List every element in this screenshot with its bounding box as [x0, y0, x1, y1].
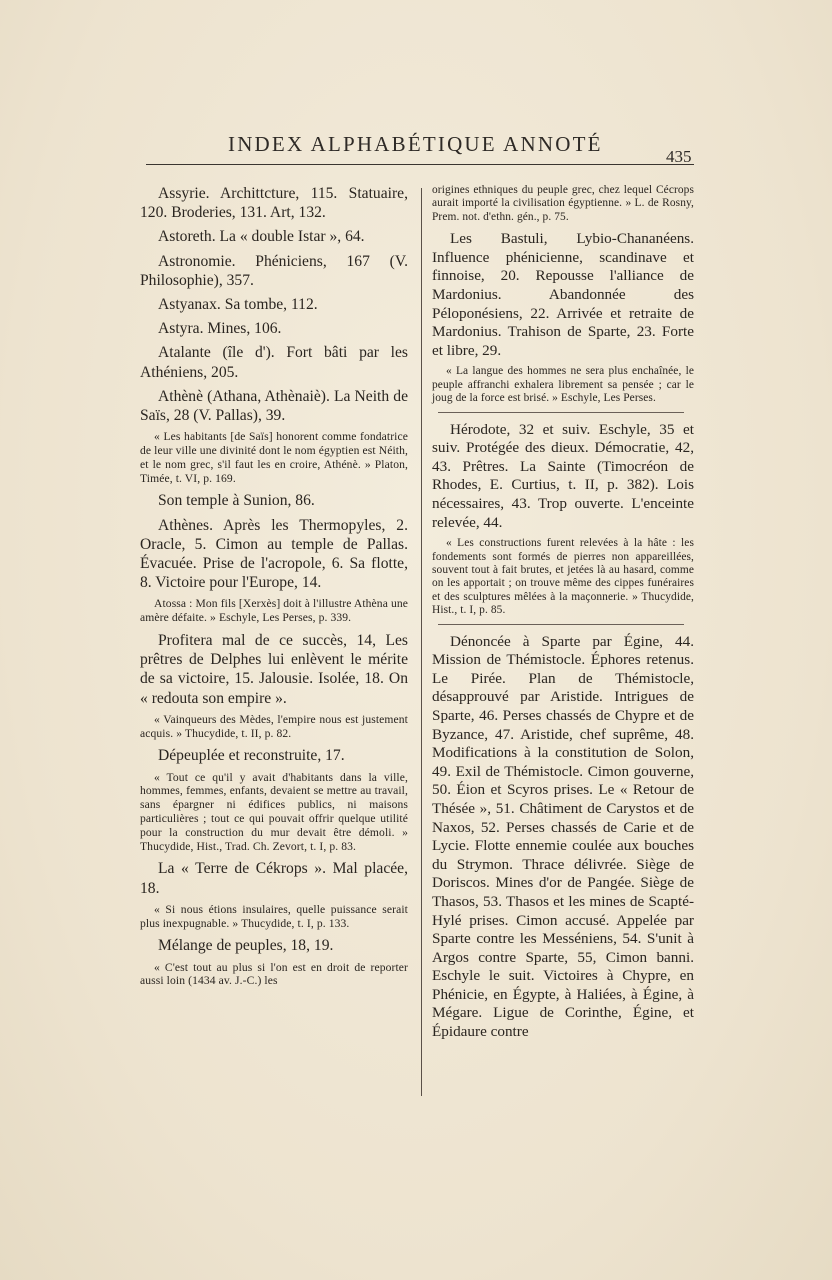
- index-entry-assyrie: Assyrie. Archittcture, 115. Statuaire, 120. Broderies, 131. Art, 132.: [140, 185, 408, 222]
- header-rule: [146, 164, 694, 165]
- quote-rosny-end: origines ethniques du peuple grec, chez lequel Cécrops aurait importé la civilisation égyptienne. » L. de Rosny, Prem. not. d'ethn. gén., p. 75.: [432, 184, 694, 223]
- index-entry-astoreth: Astoreth. La « double Istar », 64.: [158, 228, 365, 246]
- index-subentry-profitera: Profitera mal de ce succès, 14, Les prêtres de Delphes lui enlèvent le mérite de sa victoire, 15. Jalousie. Isolée, 18. On « redouta son empire ».: [140, 632, 408, 707]
- index-subentry-sunion: Son temple à Sunion, 86.: [158, 492, 315, 510]
- index-subentry-melange: Mélange de peuples, 18, 19.: [158, 937, 334, 955]
- index-entry-astyra: Astyra. Mines, 106.: [158, 320, 282, 338]
- index-subentry-depeuplee: Dépeuplée et reconstruite, 17.: [158, 747, 345, 765]
- index-entry-atalante: Atalante (île d'). Fort bâti par les Athéniens, 205.: [140, 344, 408, 381]
- quote-rule: [438, 624, 684, 625]
- running-head: INDEX ALPHABÉTIQUE ANNOTÉ: [228, 132, 603, 156]
- quote-thucydide-insulaires: « Si nous étions insulaires, quelle puissance serait plus inexpugnable. » Thucydide, t. I, p. 133.: [140, 902, 408, 930]
- right-column: [432, 184, 694, 1047]
- page-number: 435: [666, 147, 692, 166]
- index-subentry-denoncee: Dénoncée à Sparte par Égine, 44. Mission de Thémistocle. Éphores retenus. Le Pirée. Plan de Thémistocle, désapprouvé par Aristide. Intrigues de Sparte, 46. Perses chassés de Chypre et de Byzance, 47. Aristide, chef suprême, 48. Modifications à la constitution de Solon, 49. Exil de Thémistocle. Cimon gouverne, 50. Éion et Scyros prises. Le « Retour de Thésée », 51. Châtiment de Carystos et de Naxos, 52. Perses chassés de Carie et de Lycie. Flotte ennemie coulée aux bouches du Strymon. Thrace délivrée. Siège de Doriscos. Mines d'or de Pangée. Siège de Thasos, 53. Thasos et les mines de Scapté-Hylé prises. Cimon accusé. Appelée par Sparte contre les Messéniens, 54. S'unit à Argos contre Sparte, 55, Cimon banni. Eschyle le suit. Victoires à Chypre, en Phénicie, en Égypte, à Haliées, à Égine, à Mégare. Ligue de Corinthe, Égine, et Épidaure contre: [432, 632, 694, 1041]
- quote-thucydide-mur: « Tout ce qu'il y avait d'habitants dans la ville, hommes, femmes, enfants, devaient se mettre au travail, sans épargner ni édifices publics, ni maisons particulières ; tout ce qui pouvait offrir quelque utilité pour la construction du mur devait être démoli. » Thucydide, Hist., Trad. Ch. Zevort, t. I, p. 83.: [140, 770, 408, 853]
- quote-eschyle-atossa: Atossa : Mon fils [Xerxès] doit à l'illustre Athèna une amère défaite. » Eschyle, Les Perses, p. 339.: [140, 597, 408, 625]
- index-entry-athenes: Athènes. Après les Thermopyles, 2. Oracle, 5. Cimon au temple de Pallas. Évacuée. Prise de l'acropole, 6. Sa flotte, 8. Victoire pour l'Europe, 14.: [140, 516, 408, 592]
- quote-rule: [438, 412, 684, 413]
- index-entry-astronomie: Astronomie. Phéniciens, 167 (V. Philosophie), 357.: [140, 252, 408, 289]
- index-subentry-herodote: Hérodote, 32 et suiv. Eschyle, 35 et suiv. Protégée des dieux. Démocratie, 42, 43. Prêtres. La Sainte (Timocréon de Rhodes, E. Curtius, t. II, p. 382). Lois nécessaires, 43. Trop ouverte. L'enceinte relevée, 44.: [432, 420, 694, 531]
- quote-eschyle-perses: « La langue des hommes ne sera plus enchaînée, le peuple affranchi exhalera librement sa pensée ; car le joug de la force est brisé. » Eschyle, Les Perses.: [432, 365, 694, 405]
- index-entry-athene: Athènè (Athana, Athènaiè). La Neith de Saïs, 28 (V. Pallas), 39.: [140, 387, 408, 425]
- quote-thucydide-constructions: « Les constructions furent relevées à la hâte : les fondements sont formés de pierres non appareillées, souvent tout à fait brutes, et jetées là au hasard, comme on les apportait ; on trouve même des cippes funéraires et des sculptures mêlées à la maçonnerie. » Thucydide, Hist., t. I, p. 85.: [432, 537, 694, 617]
- column-divider: [421, 188, 422, 1096]
- index-entry-astyanax: Astyanax. Sa tombe, 112.: [158, 296, 318, 314]
- quote-platon: « Les habitants [de Saïs] honorent comme fondatrice de leur ville une divinité dont le nom égyptien est Néith, et le nom grec, s'il faut les en croire, Athénè. » Platon, Timée, t. VI, p. 169.: [140, 430, 408, 485]
- left-column: [140, 184, 408, 994]
- index-subentry-bastuli: Les Bastuli, Lybio-Chananéens. Influence phénicienne, scandinave et finnoise, 20. Repousse l'alliance de Mardonius. Abandonnée des Péloponésiens, 22. Arrivée et retraite de Mardonius. Trahison de Sparte, 23. Forte et libre, 29.: [432, 230, 694, 359]
- index-subentry-cekrops: La « Terre de Cékrops ». Mal placée, 18.: [140, 860, 408, 897]
- quote-thucydide-empire: « Vainqueurs des Mèdes, l'empire nous est justement acquis. » Thucydide, t. II, p. 82.: [140, 712, 408, 740]
- quote-rosny-start: « C'est tout au plus si l'on est en droit de reporter aussi loin (1434 av. J.-C.) les: [140, 960, 408, 988]
